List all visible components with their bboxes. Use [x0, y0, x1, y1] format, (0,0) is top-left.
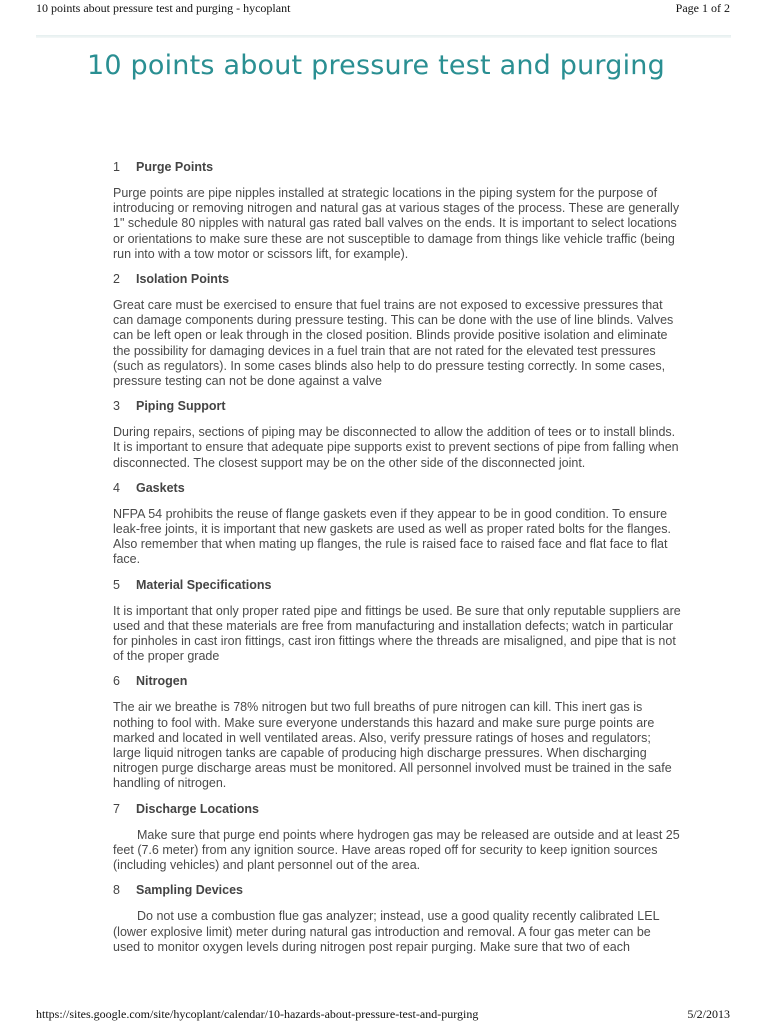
section-5: [113, 578, 681, 665]
section-8: [113, 883, 681, 955]
section-body: Great care must be exercised to ensure that fuel trains are not exposed to excessive pressures that can damage components during pressure testing. This can be done with the use of line blinds. Valves can be left open or leak through in the closed position. Blinds provide positive isolation and eliminate the possibility for damaging devices in a fuel train that are not rated for the elevated test pressures (such as regulators). In some cases blinds also help to do pressure testing correctly. In some cases, pressure testing can not be done against a valve: [113, 298, 674, 389]
print-header-title: 10 points about pressure test and purging - hycoplant: [36, 1, 291, 15]
section-4: [113, 481, 681, 568]
section-heading: [113, 160, 681, 175]
section-7: [113, 802, 681, 874]
section-2: [113, 272, 681, 389]
section-number: 7: [113, 801, 120, 816]
section-number: 8: [113, 883, 120, 898]
document-content: [87, 48, 681, 83]
source-url: https://sites.google.com/site/hycoplant/calendar/10-hazards-about-pressure-test-and-purging: [36, 1007, 479, 1021]
header-divider: [36, 35, 731, 38]
print-header: [36, 0, 730, 21]
section-number: 3: [113, 399, 120, 414]
section-title: Material Specifications: [136, 577, 272, 592]
section-heading: [113, 578, 681, 593]
section-body: During repairs, sections of piping may be disconnected to allow the addition of tees or to install blinds. It is important to ensure that adequate pipe supports exist to prevent sections of pipe from falling when disconnected. The closest support may be on the other side of the disconnected joint.: [113, 425, 679, 470]
section-body: It is important that only proper rated pipe and fittings be used. Be sure that only reputable suppliers are used and that these materials are free from manufacturing and installation defects; watch in particular for pinholes in cast iron fittings, cast iron fittings where the threads are misaligned, and pipe that is not of the proper grade: [113, 603, 681, 664]
section-heading: [113, 883, 681, 898]
section-title: Nitrogen: [136, 674, 188, 689]
section-number: 6: [113, 674, 120, 689]
page-title: 10 points about pressure test and purging: [87, 50, 665, 81]
section-3: [113, 399, 681, 471]
section-1: [113, 160, 681, 262]
section-title: Piping Support: [136, 399, 226, 414]
section-heading: [113, 674, 681, 689]
print-footer: [36, 1007, 730, 1023]
section-number: 2: [113, 272, 120, 287]
page-indicator: Page 1 of 2: [675, 1, 730, 15]
section-title: Discharge Locations: [136, 801, 259, 816]
print-date: 5/2/2013: [687, 1007, 730, 1021]
section-heading: [113, 802, 681, 817]
section-number: 5: [113, 577, 120, 592]
section-heading: [113, 399, 681, 414]
section-body: Purge points are pipe nipples installed at strategic locations in the piping system for the purpose of introducing or removing nitrogen and natural gas at various stages of the process. These are generally 1" schedule 80 nipples with natural gas rated ball valves on the ends. It is important to select locations or orientations to make sure these are not susceptible to damage from things like vehicle traffic (being run into with a tow motor or scissors lift, for example).: [113, 186, 680, 261]
section-title: Gaskets: [136, 480, 185, 495]
section-number: 1: [113, 160, 120, 174]
section-heading: [113, 481, 681, 496]
section-6: [113, 674, 681, 791]
section-title: Purge Points: [136, 160, 214, 174]
section-body: The air we breathe is 78% nitrogen but two full breaths of pure nitrogen can kill. This inert gas is nothing to fool with. Make sure everyone understands this hazard and make sure purge points are marked and located in well ventilated areas. Also, verify pressure ratings of hoses and regulators; large liquid nitrogen tanks are capable of producing high discharge pressures. When discharging nitrogen purge discharge areas must be monitored. All personnel involved must be trained in the safe handling of nitrogen.: [113, 700, 672, 791]
section-body: Make sure that purge end points where hydrogen gas may be released are outside and at least 25 feet (7.6 meter) from any ignition source. Have areas roped off for security to keep ignition sources (including vehicles) and plant personnel out of the area.: [113, 827, 680, 873]
section-body: NFPA 54 prohibits the reuse of flange gaskets even if they appear to be in good condition. To ensure leak-free joints, it is important that new gaskets are used as well as proper rated bolts for the flanges. Also remember that when mating up flanges, the rule is raised face to raised face and flat face to flat face.: [113, 506, 671, 567]
section-number: 4: [113, 480, 120, 495]
section-title: Sampling Devices: [136, 883, 243, 898]
sections-list: [113, 160, 681, 955]
section-heading: [113, 272, 681, 287]
section-body: Do not use a combustion flue gas analyzer; instead, use a good quality recently calibrated LEL (lower explosive limit) meter during natural gas introduction and removal. A four gas meter can be used to monitor oxygen levels during nitrogen post repair purging. Make sure that two of each: [113, 909, 660, 954]
section-title: Isolation Points: [136, 272, 230, 287]
